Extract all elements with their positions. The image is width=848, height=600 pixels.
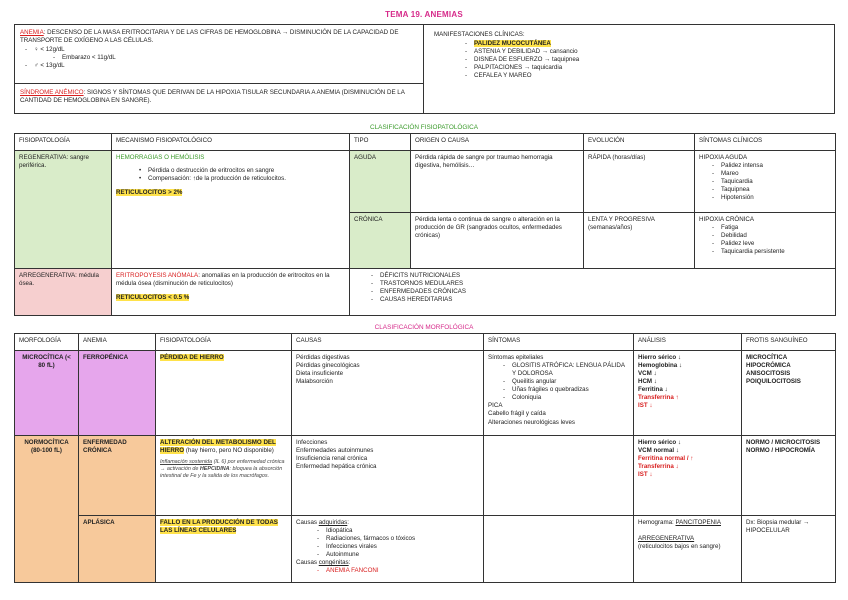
microcytic-analysis [634, 351, 742, 436]
symptom-item: - Fatiga [721, 224, 831, 232]
regenerative-mechanism [112, 151, 350, 269]
analysis-item: Transferrina ↓ [638, 463, 679, 471]
anemia-definition [20, 29, 418, 45]
mechanism-item: • Compensación: ↑de la producción de reticulocitos. [148, 175, 345, 183]
analysis-item: IST ↓ [638, 471, 653, 479]
retic-high: RETICULOCITOS > 2% [116, 189, 183, 197]
arregen-item: - TRASTORNOS MEDULARES [380, 280, 831, 288]
chronic-causes [292, 436, 484, 516]
smear-item: ANISOCITOSIS [746, 370, 791, 378]
cause-item: - Autoinmune [326, 551, 479, 559]
morph-section-title: CLASIFICACIÓN MORFOLÓGICA [374, 324, 474, 331]
clinical-item: - DISNEA DE ESFUERZO → taquipnea [474, 56, 824, 64]
arreg-label: ARREGENERATIVA [638, 535, 695, 543]
physio-section-title: CLASIFICACIÓN FISIOPATOLÓGICA [370, 124, 478, 131]
syndrome-box [14, 83, 424, 114]
physio-header: SÍNTOMAS CLÍNICOS [695, 134, 836, 151]
arregen-mech-title: ERITROPOYESIS ANÓMALA [116, 272, 199, 279]
smear-item: NORMO / MICROCITOSIS [746, 439, 821, 446]
chronic-symptoms-title: HIPOXIA CRÓNICA [699, 216, 755, 223]
clinical-heading: MANIFESTACIONES CLÍNICAS: [434, 31, 525, 38]
analysis-item: VCM normal ↓ [638, 447, 679, 455]
symptom-item: - Palidez intensa [721, 162, 831, 170]
morph-table [14, 333, 836, 583]
page-title: TEMA 19. ANEMIAS [385, 10, 463, 19]
physio-header: FISIOPATOLOGÍA [15, 134, 112, 151]
anemia-term: ANEMIA [20, 29, 44, 36]
morph-header: FROTIS SANGUÍNEO [742, 334, 836, 351]
retic-low: RETICULOCITOS < 0.5 % [116, 294, 190, 302]
morph-header: FISIOPATOLOGÍA [156, 334, 292, 351]
symptom-item: - Queilitis angular [512, 378, 629, 386]
microcytic-causes [292, 351, 484, 436]
female-threshold: - ♀ < 12g/dL [34, 46, 418, 54]
cause-item: - Radiaciones, fármacos o tóxicos [326, 535, 479, 543]
chronic-analysis [634, 436, 742, 516]
arregen-item: - CAUSAS HEREDITARIAS [380, 296, 831, 304]
syndrome-term: SÍNDROME ANÉMICO [20, 89, 84, 96]
chronic-symptoms [695, 213, 836, 269]
smear-item: POIQUILOCITOSIS [746, 378, 801, 386]
aplastic-symptoms-cell [484, 516, 634, 583]
chronic-smear [742, 436, 836, 516]
morph-header: CAUSAS [292, 334, 484, 351]
clinical-item: - CEFALEA Y MAREO [474, 72, 824, 80]
clinical-item: - ASTENIA Y DEBILIDAD → cansancio [474, 48, 824, 56]
physio-table [14, 133, 836, 316]
analysis-item: Hemoglobina ↓ [638, 362, 683, 370]
microcytic-symptoms [484, 351, 634, 436]
chronic-physio-text: (hay hierro, pero NO disponible) [185, 447, 274, 455]
chronic-disease-anemia: ENFERMEDAD CRÓNICA [79, 436, 156, 516]
physio-header: EVOLUCIÓN [584, 134, 695, 151]
symptom-item: - Hipotensión [721, 194, 831, 202]
cause-item: Enfermedad hepática crónica [296, 463, 377, 471]
symptom-item: - Taquicardia persistente [721, 248, 831, 256]
chronic-evolution: LENTA Y PROGRESIVA (semanas/años) [584, 213, 695, 269]
symptom-item: - Coloniquia [512, 394, 629, 402]
morph-header: ANÁLISIS [634, 334, 742, 351]
cause-item: Malabsorción [296, 378, 333, 386]
arregen-mech-text: : anomalías en la producción de eritrocitos en la médula ósea (disminución de reticulocitos) [116, 272, 330, 288]
clinical-item: - PALPITACIONES → taquicardia [474, 64, 824, 72]
symptom-item: - GLOSITIS ATRÓFICA: LENGUA PÁLIDA Y DOLOROSA [512, 362, 629, 378]
analysis-item: IST ↓ [638, 402, 653, 410]
analysis-item: Ferritina normal / ↑ [638, 455, 694, 463]
analysis-item: HCM ↓ [638, 378, 657, 386]
smear-item: HIPOCRÓMICA [746, 362, 791, 370]
microcytic-smear [742, 351, 836, 436]
physio-header: TIPO [350, 134, 411, 151]
morph-header: ANEMIA [79, 334, 156, 351]
cause-item: - Infecciones virales [326, 543, 479, 551]
morph-header: MORFOLOGÍA [15, 334, 79, 351]
cause-item: Insuficiencia renal crónica [296, 455, 368, 463]
analysis-item: Transferrina ↑ [638, 394, 679, 402]
arregen-item: - ENFERMEDADES CRÓNICAS [380, 288, 831, 296]
symptom-item: Cabello frágil y caída [488, 410, 546, 418]
arreg-sub: (reticulocitos bajos en sangre) [638, 543, 721, 551]
symptom-item: - Palidez leve [721, 240, 831, 248]
chronic-physio-title: ALTERACIÓN DEL METABOLISMO DEL HIERRO [160, 439, 276, 455]
chronic-origin: Pérdida lenta o continua de sangre o alteración en la producción de GR (sangrados ocultos, enfermedades crónicas) [411, 213, 584, 269]
aplastic-smear: Dx: Biopsia medular → HIPOCELULAR [742, 516, 836, 583]
clinical-item: - PALIDEZ MUCOCUTÁNEA [474, 40, 824, 48]
analysis-item: Hierro sérico ↓ [638, 354, 681, 361]
symptom-item: - Uñas frágiles o quebradizas [512, 386, 629, 394]
cause-item: Enfermedades autoinmunes [296, 447, 374, 455]
ferropenic-anemia: FERROPÉNICA [79, 351, 156, 436]
symptom-item: - Mareo [721, 170, 831, 178]
hepcidin-note: Inflamación sostenida (IL 6) por enfermedad crónica → activación de HEPCIDINA: bloquea la absorción intestinal de Fe y la salida de los macrófagos. [160, 459, 285, 480]
mechanism-item: • Pérdida o destrucción de eritrocitos en sangre [148, 167, 345, 175]
aplastic-physio: FALLO EN LA PRODUCCIÓN DE TODAS LAS LÍNEAS CELULARES [156, 516, 292, 583]
microcytic-physio: PÉRDIDA DE HIERRO [156, 351, 292, 436]
clinical-box [423, 24, 835, 114]
symptom-item: Alteraciones neurológicas leves [488, 418, 576, 426]
cause-item: Infecciones [296, 439, 328, 446]
symptom-item: - Taquicardia [721, 178, 831, 186]
aplastic-analysis: Hemograma: PANCITOPENIA ARREGENERATIVA (reticulocitos bajos en sangre) [634, 516, 742, 583]
anemia-text: : DESCENSO DE LA MASA ERITROCITARIA Y DE LAS CIFRAS DE HEMOGLOBINA → DISMINUCIÓN DE LA CAPACIDAD DE TRANSPORTE DE OXÍGENO A LAS CÉLULAS. [20, 29, 399, 45]
chronic-physio [156, 436, 292, 516]
arregenerative-causes [350, 269, 836, 316]
acute-origin: Pérdida rápida de sangre por traumao hemorragia digestiva, hemólisis… [411, 151, 584, 213]
arregenerative-mechanism [112, 269, 350, 316]
symptom-item: - Debilidad [721, 232, 831, 240]
cause-item: Dieta insuficiente [296, 370, 344, 378]
chronic-type: CRÓNICA [350, 213, 411, 269]
chronic-symptoms-cell [484, 436, 634, 516]
cause-item: - Idiopática [326, 527, 479, 535]
acute-evolution: RÁPIDA (horas/días) [584, 151, 695, 213]
arregenerative-label: ARREGENERATIVA: médula ósea. [15, 269, 112, 316]
cause-item: Pérdidas digestivas [296, 354, 350, 361]
morph-header: SÍNTOMAS [484, 334, 634, 351]
cause-item: - ANEMIA FANCONI [326, 567, 479, 575]
normocytic-morph: NORMOCÍTICA (80-100 fL) [15, 436, 79, 583]
aplastic-causes: Causas adquiridas: - Idiopática - Radiaciones, fármacos o tóxicos - Infecciones virales - Autoinmune Causas congénitas: - ANEMIA FANCONI [292, 516, 484, 583]
analysis-item: Hierro sérico ↓ [638, 439, 681, 446]
symptom-item: - Taquipnea [721, 186, 831, 194]
pregnancy-threshold: - Embarazo < 11g/dL [62, 54, 418, 62]
acute-symptoms-title: HIPOXIA AGUDA [699, 154, 748, 161]
physio-header: ORIGEN O CAUSA [411, 134, 584, 151]
acute-symptoms [695, 151, 836, 213]
mechanism-title: HEMORRAGIAS O HEMÓLISIS [116, 154, 205, 161]
smear-item: NORMO / HIPOCROMÍA [746, 447, 816, 455]
smear-item: MICROCÍTICA [746, 354, 788, 361]
analysis-item: Ferritina ↓ [638, 386, 668, 394]
microcytic-morph: MICROCÍTICA (< 80 fL) [15, 351, 79, 436]
analysis-item: VCM ↓ [638, 370, 657, 378]
male-threshold: - ♂ < 13g/dL [34, 62, 418, 70]
acute-type: AGUDA [350, 151, 411, 213]
symptom-intro: Síntomas epiteliales [488, 354, 544, 361]
regenerative-label: REGENERATIVA: sangre periférica. [15, 151, 112, 269]
cause-item: Pérdidas ginecológicas [296, 362, 360, 370]
definition-box [14, 24, 424, 84]
physio-header: MECANISMO FISIOPATOLÓGICO [112, 134, 350, 151]
arregen-item: - DÉFICITS NUTRICIONALES [380, 272, 831, 280]
syndrome-text: : SIGNOS Y SÍNTOMAS QUE DERIVAN DE LA HIPOXIA TISULAR SECUNDARIA A ANEMIA (DISMINUCIÓN DE LA CANTIDAD DE HEMOGLOBINA EN SANGRE). [20, 89, 405, 105]
symptom-item: PICA [488, 402, 503, 410]
aplastic-anemia: APLÁSICA [79, 516, 156, 583]
